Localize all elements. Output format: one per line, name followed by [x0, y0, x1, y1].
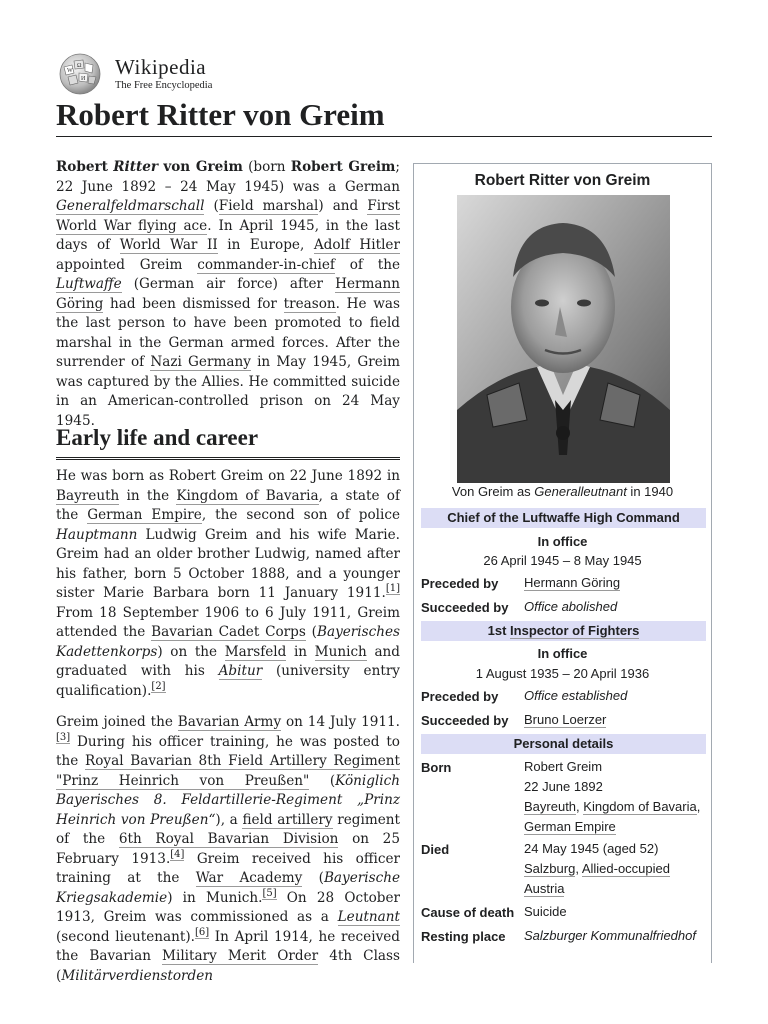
text: ( [204, 198, 219, 214]
link-kingdom-of-bavaria[interactable]: Kingdom of Bavaria [176, 487, 319, 504]
early-life-paragraph-1: He was born as Robert Greim on 22 June 1892 in Bayreuth in the Kingdom of Bavaria, a state of the German Empire, the second son of police Hauptmann Ludwig Greim and his wife Marie. Greim had an older brother Ludwig, named after his father, born 5 October 1888, and a younger sister Marie Barbara born 11 January 1911.[1] From 18 September 1906 to 6 July 1911, Greim attended the Bavarian Cadet Corps (Bayerisches Kadettenkorps) on the Marsfeld in Munich and graduated with his Abitur (university entry qualification).[2] [56, 468, 401, 699]
text: in May 1945, Greim was captured by the Allies. He committed suicide in an American-controlled prison on 24 May 1945. [56, 354, 400, 429]
link-bavarian-army[interactable]: Bavarian Army [177, 714, 282, 730]
link-military-merit-order[interactable]: Military Merit Order [162, 948, 319, 964]
link-adolf-hitler[interactable]: Adolf Hitler [313, 237, 400, 253]
italic-kriegsakademie: Bayerische Kriegsakademie [56, 870, 400, 906]
lead-section [56, 158, 400, 431]
born-label: Born [421, 760, 452, 775]
early-life-section [56, 467, 400, 986]
text: of the [334, 256, 400, 273]
office1-preceded-label: Preceded by [421, 576, 499, 591]
link-hermann-goring[interactable]: Hermann Göring [56, 276, 400, 312]
link-allied-occupied-austria[interactable]: Allied-occupied Austria [524, 861, 670, 896]
born-name: Robert Greim [524, 759, 603, 774]
link-kingdom-of-bavaria-infobox[interactable]: Kingdom of Bavaria [583, 799, 697, 814]
link-bruno-loerzer[interactable]: Bruno Loerzer [524, 712, 607, 727]
office1-preceded-value [524, 573, 709, 593]
link-nazi-germany[interactable]: Nazi Germany [150, 354, 251, 370]
link-german-empire-infobox[interactable]: German Empire [524, 819, 616, 834]
text: in Europe, [217, 237, 314, 253]
text: (German air force) after [121, 276, 336, 292]
cause-of-death-value: Suicide [524, 904, 567, 919]
wikipedia-globe-icon[interactable] [56, 53, 104, 95]
ref-3[interactable]: [3] [56, 731, 71, 743]
office2-in-office-label: In office [537, 646, 588, 661]
italic-regiment: Königlich Bayerisches 8. Feldartillerie-Regiment „Prinz Heinrich von Preußen“ [56, 772, 400, 828]
site-wordmark[interactable]: Wikipedia [115, 55, 207, 79]
lead-born-name: Robert Greim [290, 159, 396, 175]
died-value [524, 839, 709, 899]
link-inspector-of-fighters[interactable]: Inspector of Fighters [510, 623, 640, 638]
band-inspector-of-fighters: 1st Inspector of Fighters [421, 621, 706, 641]
link-flying-ace[interactable]: First World War flying ace [56, 198, 401, 234]
text: appointed Greim [56, 256, 198, 273]
band-personal-details: Personal details [421, 734, 706, 754]
link-bavarian-cadet-corps[interactable]: Bavarian Cadet Corps [151, 624, 306, 640]
lead-bold-ritter: Ritter [113, 159, 159, 175]
born-place: Bayreuth, Kingdom of Bavaria, German Empire [524, 799, 701, 834]
site-tagline: The Free Encyclopedia [115, 80, 213, 91]
section-heading-early-life: Early life and career [56, 423, 400, 460]
lead-bold-surname: von Greim [163, 159, 243, 175]
text: . He was the last person to have been promoted to field marshal in the German armed forces. After the surrender of [56, 295, 400, 370]
office2-preceded-value: Office established [524, 688, 628, 703]
link-generalfeldmarschall[interactable]: Generalfeldmarschall [56, 198, 205, 214]
link-field-artillery-regiment[interactable]: Royal Bavarian 8th Field Artillery Regiment "Prinz Heinrich von Preußen" [56, 753, 400, 789]
early-life-paragraph-2: Greim joined the Bavarian Army on 14 July 1911.[3] During his officer training, he was posted to the Royal Bavarian 8th Field Artillery Regiment "Prinz Heinrich von Preußen" (Königlich Bayerisches 8. Feldartillerie-Regiment „Prinz Heinrich von Preußen“), a field artillery regiment of the 6th Royal Bavarian Division on 25 February 1913.[4] Greim received his officer training at the War Academy (Bayerische Kriegsakademie) in Munich.[5] On 28 October 1913, Greim was commissioned as a Leutnant (second lieutenant).[6] In April 1914, he received the Bavarian Military Merit Order 4th Class (Militärverdienstorden [56, 714, 400, 984]
office1-succeeded-value: Office abolished [524, 599, 618, 614]
link-field-artillery[interactable]: field artillery [242, 811, 333, 828]
link-treason[interactable]: treason [283, 295, 336, 312]
office2-dates: 1 August 1935 – 20 April 1936 [475, 666, 650, 681]
link-abitur[interactable]: Abitur [218, 663, 263, 679]
italic-hauptmann: Hauptmann [56, 526, 138, 543]
text: (born [242, 159, 291, 175]
ref-1[interactable]: [1] [385, 583, 400, 595]
ref-2[interactable]: [2] [151, 680, 166, 692]
text: . In April 1945, in the last days of [56, 217, 400, 253]
died-date: 24 May 1945 (aged 52) [524, 841, 659, 856]
link-leutnant[interactable]: Leutnant [337, 909, 400, 925]
ref-6[interactable]: [6] [194, 926, 210, 938]
infobox-title: Robert Ritter von Greim [474, 172, 651, 189]
link-war-academy[interactable]: War Academy [195, 870, 303, 886]
svg-text:Ω: Ω [77, 63, 82, 69]
office2-succeeded-value [524, 710, 709, 730]
ref-5[interactable]: [5] [262, 887, 277, 899]
link-hermann-goring-infobox[interactable]: Hermann Göring [524, 575, 621, 590]
band-chief-luftwaffe: Chief of the Luftwaffe High Command [421, 508, 706, 528]
office1-dates: 26 April 1945 – 8 May 1945 [483, 553, 642, 568]
link-bayreuth[interactable]: Bayreuth [56, 487, 120, 504]
page-title: Robert Ritter von Greim [56, 97, 385, 132]
svg-text:И: И [81, 76, 86, 82]
born-date: 22 June 1892 [524, 779, 603, 794]
lead-paragraph [56, 158, 400, 431]
ref-4[interactable]: [4] [170, 848, 185, 860]
italic-militarverdienstorden: Militärverdienstorden [61, 967, 214, 984]
born-value [524, 757, 709, 837]
link-marsfeld[interactable]: Marsfeld [224, 643, 287, 660]
text: had been dismissed for [103, 295, 284, 312]
infobox [413, 163, 712, 963]
text: ; 22 June 1892 – 24 May 1945) was a German [56, 159, 400, 195]
link-salzburg[interactable]: Salzburg [524, 861, 576, 876]
died-place: Salzburg, Allied-occupied Austria [524, 861, 670, 896]
lead-bold-name: Robert [56, 159, 108, 175]
resting-place-label: Resting place [421, 929, 506, 944]
resting-place-value: Salzburger Kommunalfriedhof [524, 928, 696, 943]
link-field-marshal[interactable]: Field marshal [218, 198, 319, 214]
link-bayreuth-infobox[interactable]: Bayreuth [524, 799, 577, 814]
office1-in-office-label: In office [537, 534, 588, 549]
link-munich[interactable]: Munich [314, 643, 367, 660]
cause-of-death-label: Cause of death [421, 905, 515, 920]
title-divider [56, 136, 712, 137]
link-6th-division[interactable]: 6th Royal Bavarian Division [118, 831, 339, 847]
svg-text:W: W [67, 68, 73, 74]
link-german-empire[interactable]: German Empire [87, 507, 202, 523]
portrait-photo[interactable] [457, 195, 670, 483]
link-luftwaffe[interactable]: Luftwaffe [56, 276, 122, 292]
link-world-war-ii[interactable]: World War II [119, 237, 218, 253]
italic-kadettenkorps: Bayerisches Kadettenkorps [56, 624, 401, 660]
office2-succeeded-label: Succeeded by [421, 713, 509, 728]
link-commander-in-chief[interactable]: commander-in-chief [197, 256, 335, 273]
died-label: Died [421, 842, 450, 857]
office1-succeeded-label: Succeeded by [421, 600, 509, 615]
office2-preceded-label: Preceded by [421, 689, 499, 704]
photo-caption: Von Greim as Generalleutnant in 1940 [451, 484, 674, 499]
text: ) and [318, 198, 368, 214]
